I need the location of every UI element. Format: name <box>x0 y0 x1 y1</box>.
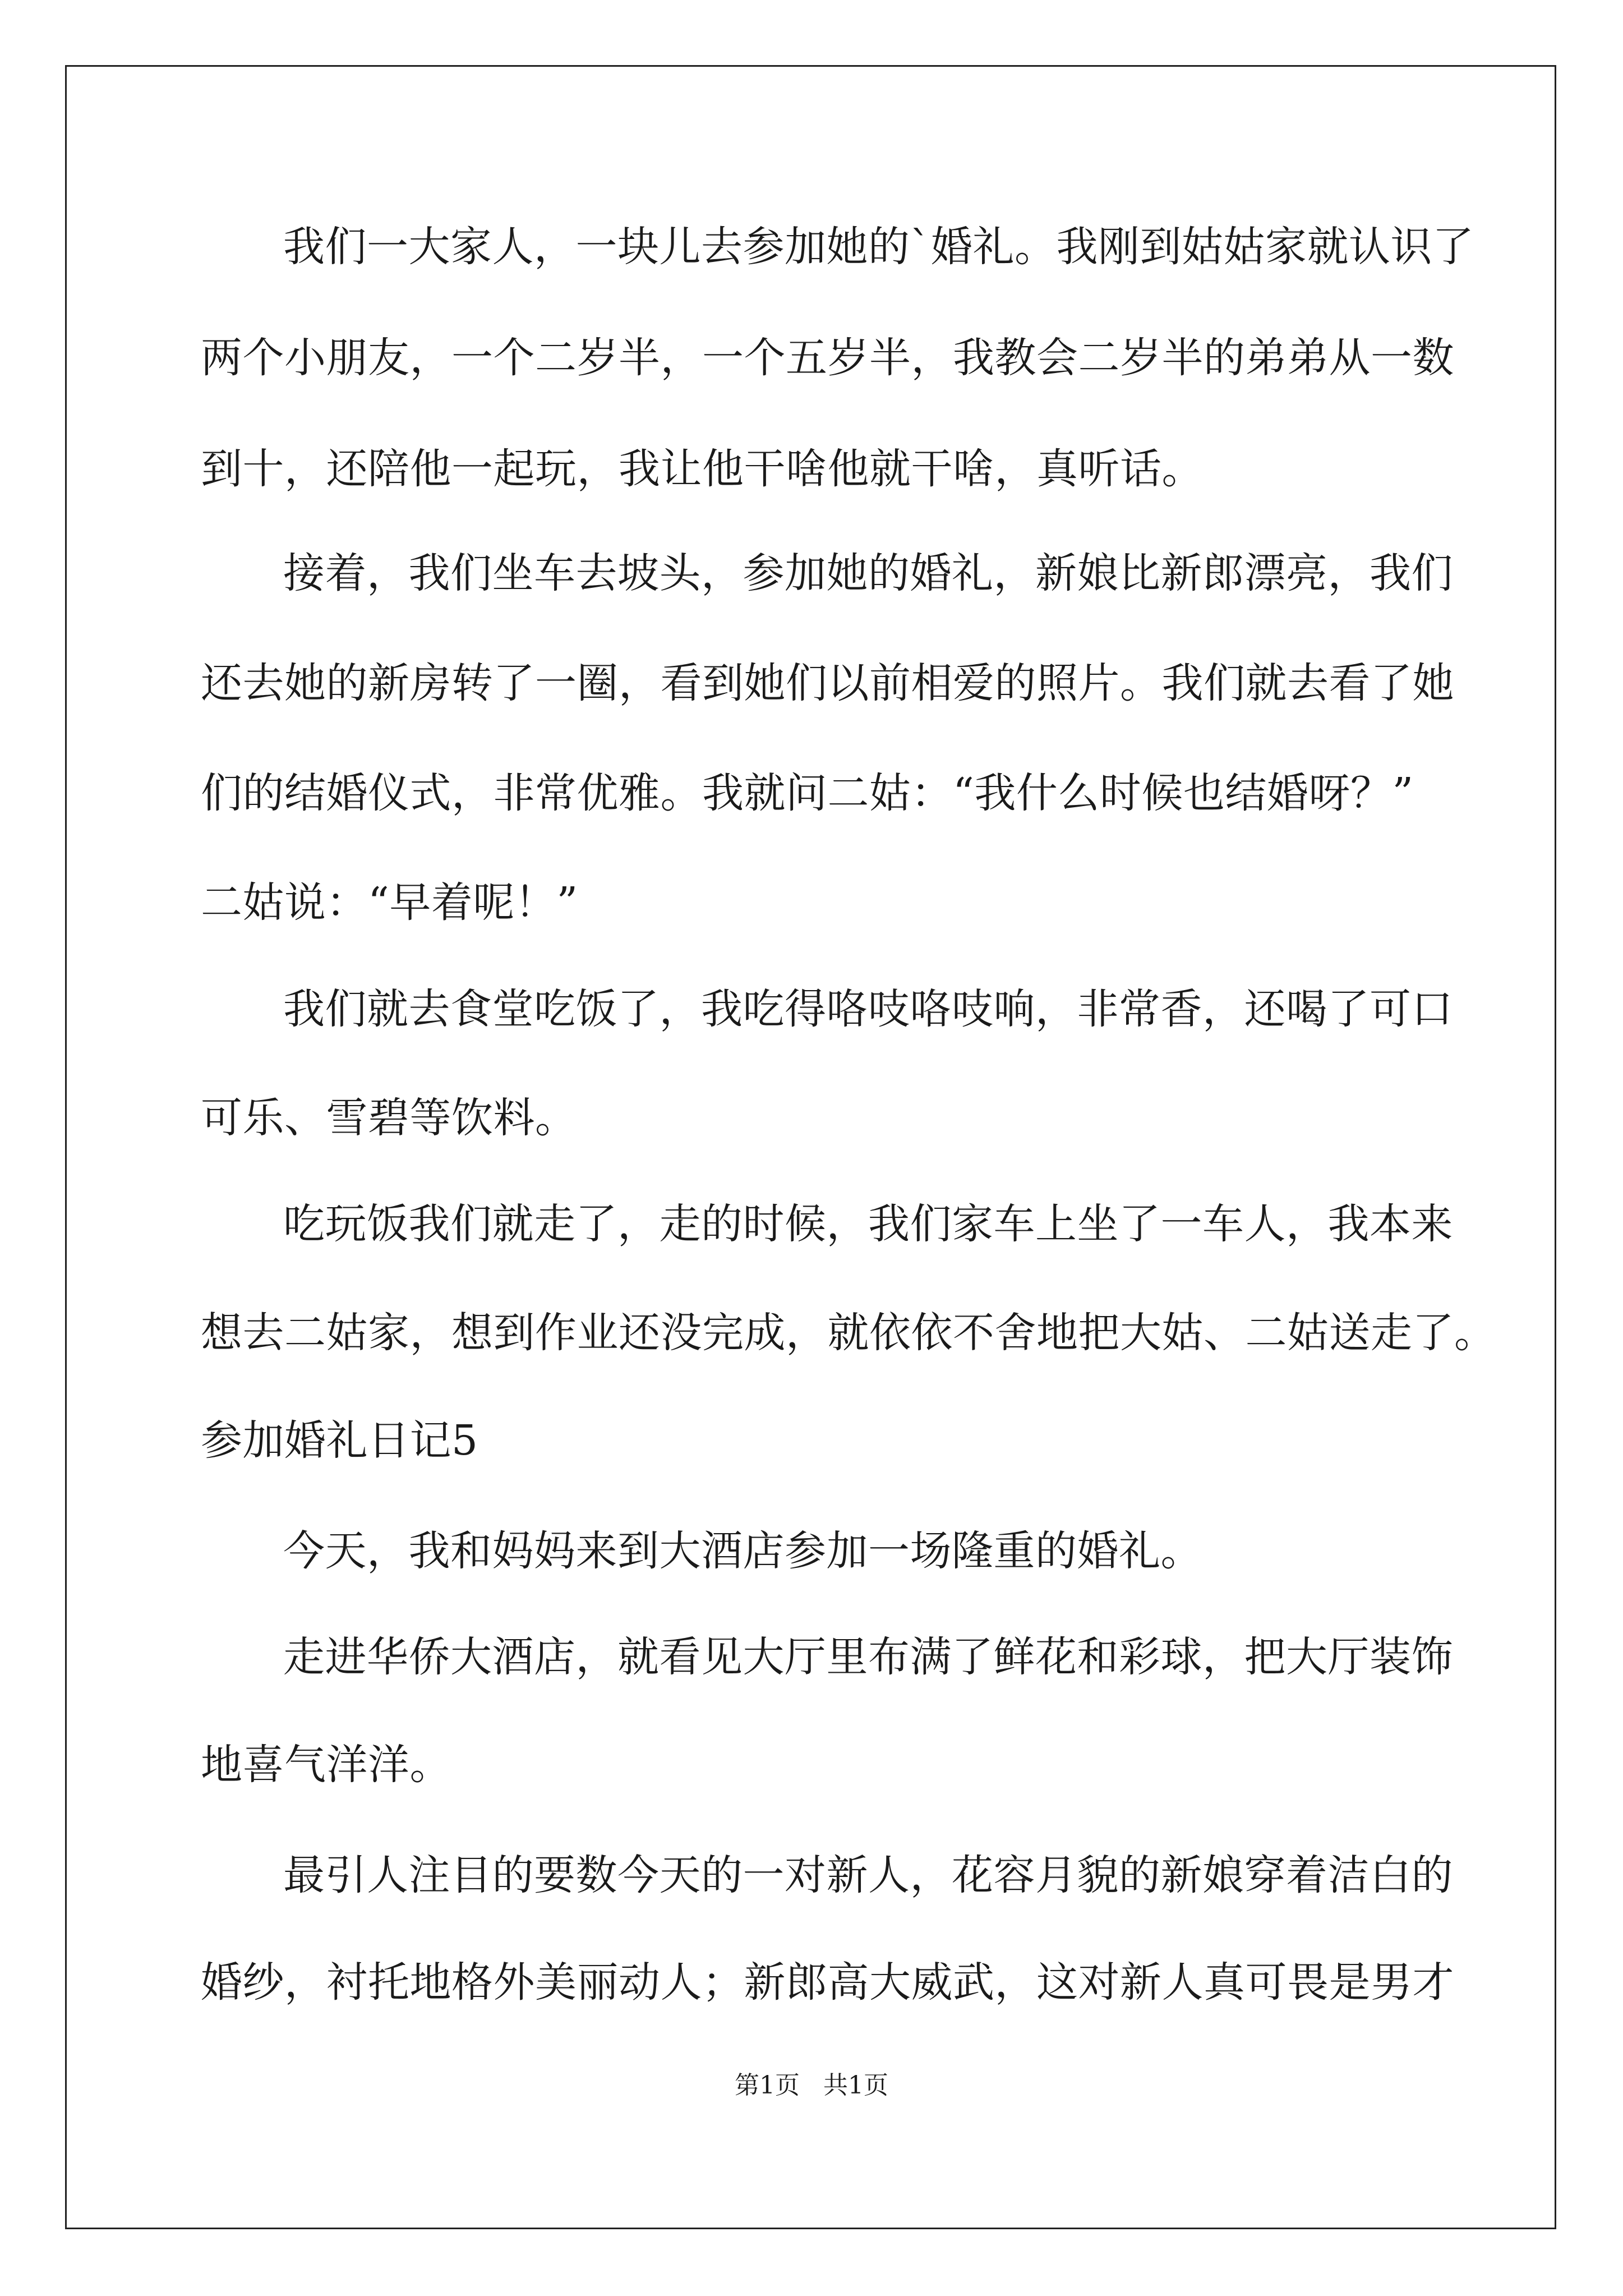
text-line: 们的结婚仪式，非常优雅。我就问二姑：“我什么时候也结婚呀？” <box>201 769 1414 817</box>
text-line: 可乐、雪碧等饮料。 <box>201 1094 577 1142</box>
text-line: 想去二姑家，想到作业还没完成，就依依不舍地把大姑、二姑送走了。 <box>201 1309 1496 1357</box>
text-line: 到十，还陪他一起玩，我让他干啥他就干啥，真听话。 <box>201 445 1204 493</box>
text-line: 婚纱，衬托地格外美丽动人；新郎高大威武，这对新人真可畏是男才 <box>201 1958 1454 2007</box>
page-border <box>65 65 1556 2229</box>
text-line: 还去她的新房转了一圈，看到她们以前相爱的照片。我们就去看了她 <box>201 659 1454 707</box>
text-line: 两个小朋友，一个二岁半，一个五岁半，我教会二岁半的弟弟从一数 <box>201 334 1454 382</box>
text-line: 走进华侨大酒店，就看见大厅里布满了鲜花和彩球，把大厅装饰 <box>283 1633 1453 1681</box>
text-line: 吃玩饭我们就走了，走的时候，我们家车上坐了一车人，我本来 <box>283 1200 1453 1248</box>
text-line: 我们就去食堂吃饭了，我吃得咯吱咯吱响，非常香，还喝了可口 <box>283 985 1453 1033</box>
text-line: 地喜气洋洋。 <box>201 1741 451 1789</box>
text-line: 二姑说：“早着呢！” <box>201 878 578 927</box>
text-line: 接着，我们坐车去坡头，参加她的婚礼，新娘比新郎漂亮，我们 <box>283 549 1453 597</box>
text-line: 今天，我和妈妈来到大酒店参加一场隆重的婚礼。 <box>283 1527 1202 1575</box>
section-heading: 参加婚礼日记5 <box>201 1416 478 1465</box>
text-line: 最引人注目的要数今天的一对新人，花容月貌的新娘穿着洁白的 <box>283 1851 1453 1899</box>
page-number-footer: 第1页 共1页 <box>735 2071 888 2100</box>
text-line: 我们一大家人，一块儿去参加她的`婚礼。我刚到姑姑家就认识了 <box>283 223 1474 271</box>
